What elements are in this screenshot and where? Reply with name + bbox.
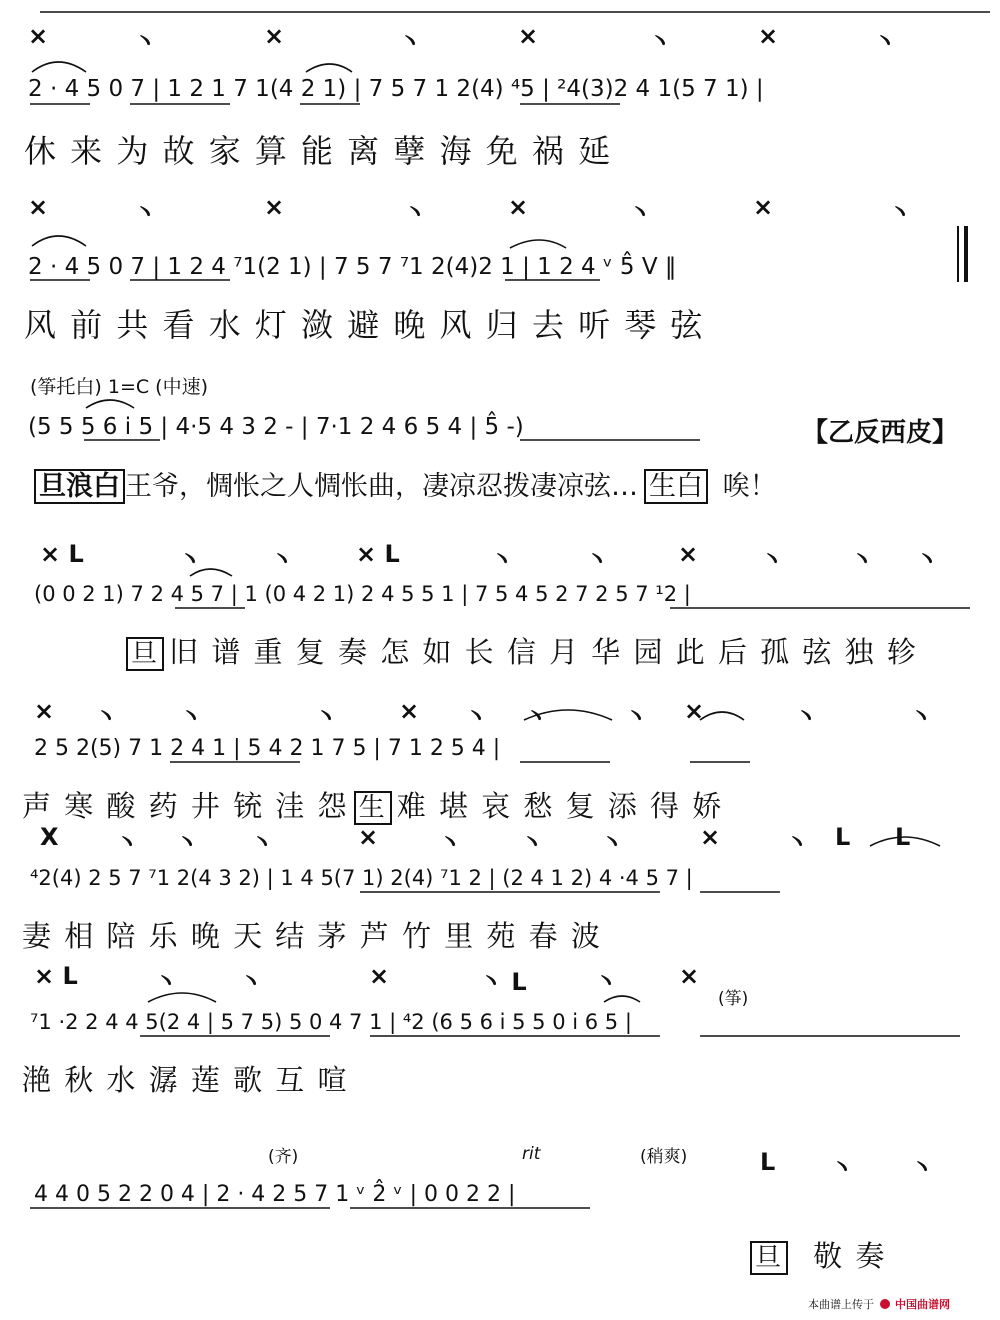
lyrics-row-1: 休 来 为 故 家 算 能 离 孽 海 免 祸 延 <box>24 132 613 170</box>
beat-mark: 丶 <box>850 546 874 574</box>
role-box-sheng: 生白 <box>644 469 708 504</box>
beat-mark: 丶 <box>490 546 514 574</box>
beat-mark: 丶 <box>314 703 338 731</box>
beat-mark: L <box>895 823 911 851</box>
beat-mark: 丶 <box>873 28 897 56</box>
notation-row-4: 2 5 2(5) 7 1 2 4 1 | 5 4 2 1 7 5 | 7 1 2 5 4 | <box>34 736 501 761</box>
notation-row-6: ⁷1 ·2 2 4 4 5(2 4 | 5 7 5) 5 0 4 7 1 | ⁴2 (6 5 6 i 5 5 0 i 6 5 | <box>30 1010 632 1034</box>
notation-row-5: ⁴2(4) 2 5 7 ⁷1 2(4 3 2) | 1 4 5(7 1) 2(4) ⁷1 2 | (2 4 1 2) 4 ·4 5 7 | <box>30 866 693 890</box>
dialogue-text-1: 王爷，惆怅之人惆怅曲，凄凉忍拨凄凉弦… <box>125 471 638 502</box>
beat-mark: × <box>753 193 774 221</box>
beat-mark: 丶 <box>524 703 548 731</box>
beat-mark: L <box>760 1148 776 1176</box>
beat-mark: 丶 <box>270 546 294 574</box>
role-box-dan: 旦 <box>750 1241 788 1275</box>
beat-mark: 丶 <box>628 199 652 227</box>
beat-mark: × <box>28 193 49 221</box>
beam-group <box>30 104 970 1208</box>
beat-mark: L <box>835 823 851 851</box>
beat-mark: 丶 <box>179 703 203 731</box>
beat-mark: 丶 <box>250 829 274 857</box>
lyrics-text: 敬 奏 <box>813 1239 887 1273</box>
beat-mark: 丶 <box>915 546 939 574</box>
notation-row-1: 2 · 4 5 0 7 | 1 2 1 7 1(4 2 1) | 7 5 7 1 2(4) ⁴5 | ²4(3)2 4 1(5 7 1) | <box>28 76 764 102</box>
lyrics-row-5: 妻 相 陪 乐 晚 天 结 茅 芦 竹 里 苑 春 波 <box>22 919 602 953</box>
slur <box>524 710 612 720</box>
beat-mark: 丶 <box>133 199 157 227</box>
role-box-dan: 旦 <box>126 637 164 671</box>
slur <box>700 712 744 720</box>
slur <box>148 993 216 1002</box>
beat-mark: 丶 <box>398 28 422 56</box>
beat-mark: 丶 <box>115 829 139 857</box>
lyrics-text: 声 寒 酸 药 井 铳 洼 怨 <box>22 789 349 823</box>
beat-mark: 丶 <box>830 1154 854 1182</box>
beat-mark: 丶 <box>175 829 199 857</box>
beat-mark: × L <box>356 540 400 568</box>
zheng-annotation: (筝) <box>718 989 749 1009</box>
role-box-dan: 旦浪白 <box>34 469 125 504</box>
beat-mark: × <box>264 193 285 221</box>
beat-mark: 丶 <box>94 703 118 731</box>
beat-mark: × <box>679 962 700 990</box>
slur <box>32 62 86 72</box>
beat-mark: 丶 <box>600 829 624 857</box>
qi-annotation: (齐) <box>268 1147 299 1167</box>
beat-mark: 丶 <box>438 829 462 857</box>
beat-mark: × <box>399 697 420 725</box>
beat-mark: 丶 <box>794 703 818 731</box>
footer-uploaded-text: 本曲谱上传于 <box>808 1298 874 1311</box>
beat-mark: × <box>518 22 539 50</box>
interlude-notation: (5 5 5 6 i 5 | 4·5 4 3 2 - | 7·1 2 4 6 5 4 | 5̂ -) <box>28 414 524 440</box>
beat-mark: 丶 <box>594 968 618 996</box>
beat-mark: 丶 <box>648 28 672 56</box>
slur <box>32 236 86 246</box>
beat-mark: × <box>28 22 49 50</box>
beat-mark: 丶 <box>403 199 427 227</box>
beat-mark: × <box>508 193 529 221</box>
beat-mark: × <box>758 22 779 50</box>
slur <box>870 837 940 846</box>
beat-mark: × <box>700 823 721 851</box>
slur <box>306 64 352 72</box>
beat-mark: × L <box>34 962 78 990</box>
beat-mark: 丶 <box>239 968 263 996</box>
beat-mark: 丶 <box>624 703 648 731</box>
tune-label: 【乙反西皮】 <box>802 418 959 448</box>
slur <box>604 996 640 1002</box>
beat-mark: 丶 <box>760 546 784 574</box>
beat-mark: X <box>40 823 59 851</box>
beat-mark: × <box>678 540 699 568</box>
slur <box>190 569 232 576</box>
beat-mark: 丶 <box>888 199 912 227</box>
notation-row-3: (0 0 2 1) 7 2 4 5 7 | 1 (0 4 2 1) 2 4 5 5 1 | 7 5 4 5 2 7 2 5 7 ¹2 | <box>34 582 691 606</box>
beat-mark: 丶 <box>909 703 933 731</box>
beat-mark: 丶 <box>585 546 609 574</box>
interlude-annotation: (筝托白) 1=C (中速) <box>30 376 209 398</box>
dialogue-text-2: 唉！ <box>722 471 777 502</box>
beat-mark: 丶 <box>910 1154 934 1182</box>
beat-mark: × <box>369 962 390 990</box>
beat-mark: × <box>34 697 55 725</box>
lyrics-text: 旧 谱 重 复 奏 怎 如 长 信 月 华 园 此 后 孤 弦 独 轸 <box>169 635 918 669</box>
beat-mark: 丶 <box>133 28 157 56</box>
rit-annotation: rit <box>522 1144 541 1164</box>
beat-mark: × L <box>40 540 84 568</box>
site-name: 中国曲谱网 <box>895 1298 950 1311</box>
notation-row-2: 2 · 4 5 0 7 | 1 2 4 ⁷1(2 1) | 7 5 7 ⁷1 2(4)2 1 | 1 2 4 ᵛ 5̂ V ‖ <box>28 254 677 280</box>
notation-row-7: 4 4 0 5 2 2 0 4 | 2 · 4 2 5 7 1 ᵛ 2̂ ᵛ | 0 0 2 2 | <box>34 1182 516 1207</box>
beat-mark: × <box>684 697 705 725</box>
beat-mark: × <box>358 823 379 851</box>
slur <box>510 240 566 248</box>
beat-mark: 丶 <box>785 829 809 857</box>
lyrics-text: 难 堪 哀 愁 复 添 得 娇 <box>396 789 724 823</box>
shaoshuang-annotation: (稍爽) <box>640 1147 688 1167</box>
beat-mark: 丶 L <box>479 968 527 996</box>
beat-mark: 丶 <box>520 829 544 857</box>
slur <box>86 400 134 408</box>
beat-mark: 丶 <box>464 703 488 731</box>
beat-mark: 丶 <box>178 546 202 574</box>
lyrics-row-6: 滟 秋 水 潺 莲 歌 互 喧 <box>22 1063 349 1097</box>
beat-mark: × <box>264 22 285 50</box>
beat-mark: 丶 <box>154 968 178 996</box>
lyrics-row-2: 风 前 共 看 水 灯 潋 避 晚 风 归 去 听 琴 弦 <box>24 306 705 344</box>
role-box-sheng: 生 <box>354 791 392 825</box>
